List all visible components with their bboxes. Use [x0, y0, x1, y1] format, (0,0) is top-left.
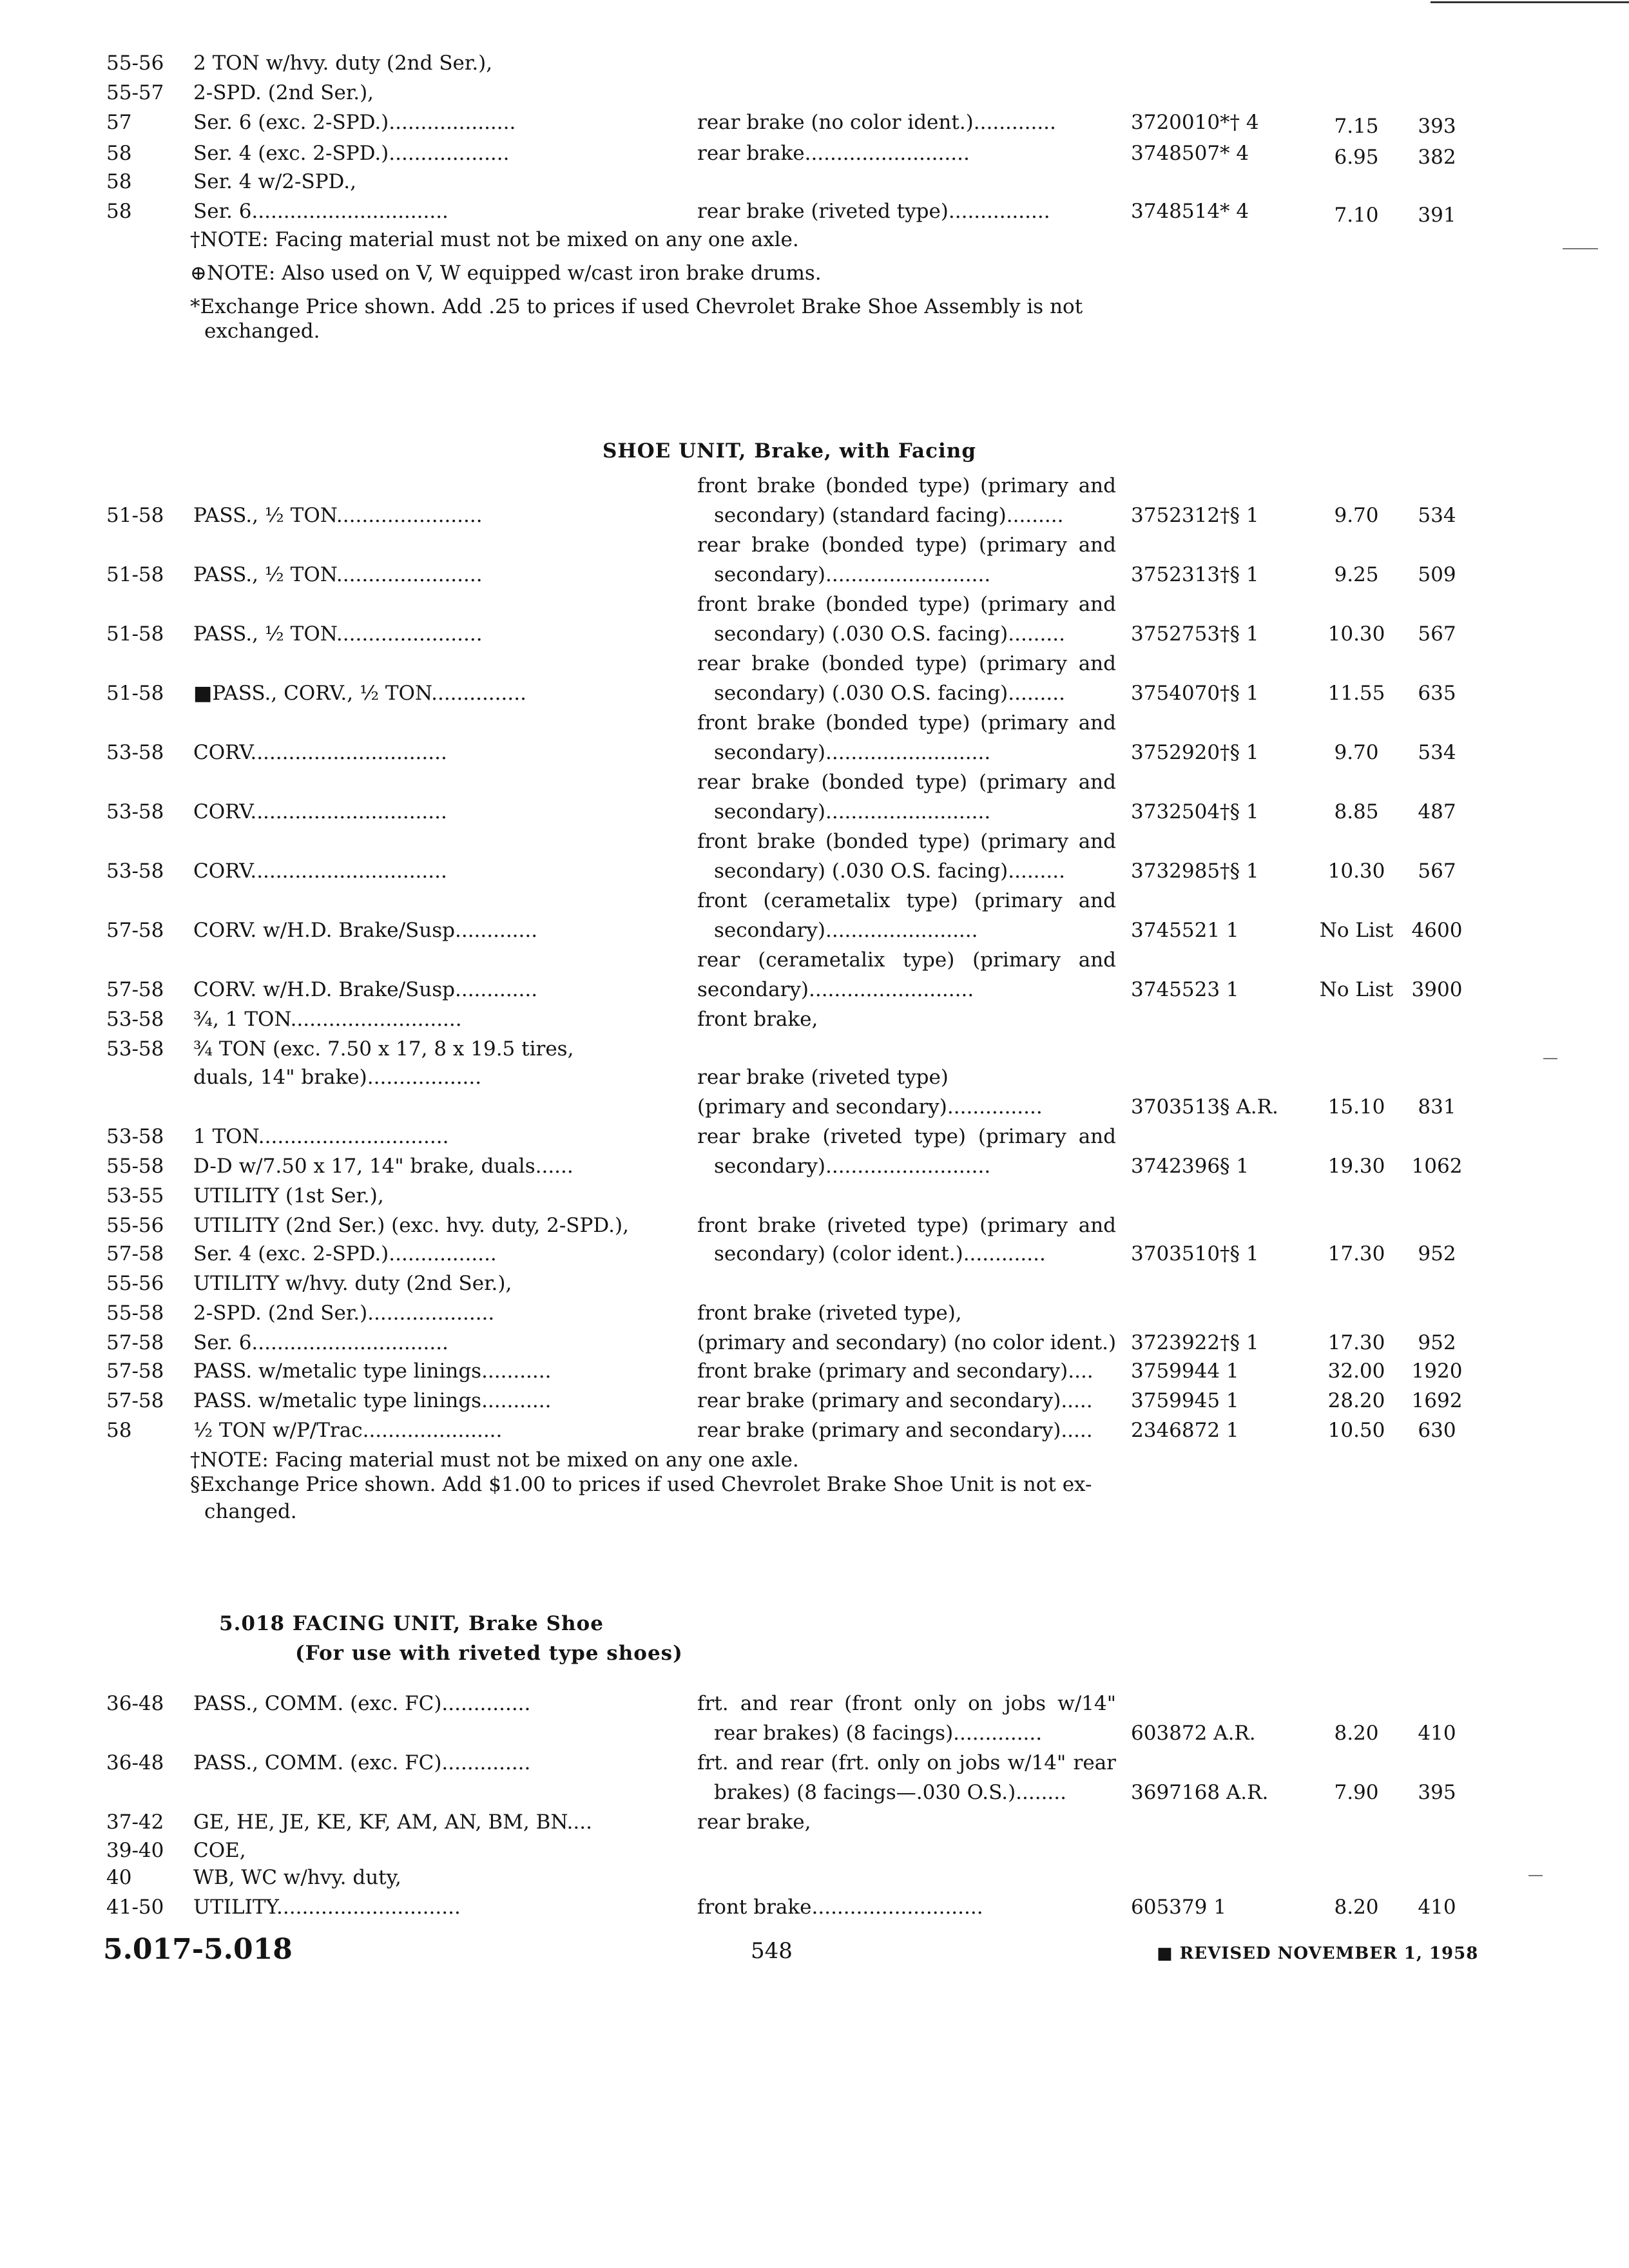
year-range: 55-58 — [106, 1302, 164, 1325]
part-description: front brake, — [697, 1008, 818, 1031]
year-range: 53-58 — [106, 1008, 164, 1031]
catalog-number: 391 — [1418, 204, 1456, 227]
model-description: PASS., ½ TON....................... — [193, 504, 483, 527]
part-number-qty: 3759945 1 — [1131, 1389, 1239, 1412]
year-range: 53-58 — [106, 1125, 164, 1148]
model-description: CORV............................... — [193, 741, 447, 764]
page-number: 548 — [751, 1938, 793, 1964]
catalog-number: 3900 — [1411, 978, 1463, 1001]
list-price: 32.00 — [1327, 1360, 1385, 1383]
footnote: *Exchange Price shown. Add .25 to prices if used Chevrolet Brake Shoe Assembly is not — [190, 295, 1083, 318]
list-price: 8.20 — [1334, 1896, 1379, 1919]
catalog-number: 509 — [1418, 563, 1456, 586]
model-description: 2-SPD. (2nd Ser.).................... — [193, 1302, 495, 1325]
part-number-qty: 2346872 1 — [1131, 1419, 1239, 1442]
part-number-qty: 3732504†§ 1 — [1131, 800, 1259, 823]
part-number-qty: 3752313†§ 1 — [1131, 563, 1259, 586]
model-description: PASS., COMM. (exc. FC).............. — [193, 1692, 531, 1715]
year-range: 51-58 — [106, 563, 164, 586]
model-description: PASS., COMM. (exc. FC).............. — [193, 1751, 531, 1774]
model-description: UTILITY w/hvy. duty (2nd Ser.), — [193, 1272, 512, 1295]
model-description: PASS. w/metalic type linings........... — [193, 1389, 552, 1412]
part-description: rear brake.......................... — [697, 142, 970, 165]
footnote: †NOTE: Facing material must not be mixed on any one axle. — [190, 228, 799, 251]
footnote: changed. — [204, 1500, 297, 1523]
part-description: rear brake (no color ident.)............. — [697, 111, 1056, 134]
year-range: 55-56 — [106, 1272, 164, 1295]
margin-mark — [1563, 248, 1598, 249]
model-description: ¾, 1 TON........................... — [193, 1008, 462, 1031]
year-range: 57-58 — [106, 978, 164, 1001]
model-description: 2-SPD. (2nd Ser.), — [193, 81, 374, 104]
part-number-qty: 3748507* 4 — [1131, 142, 1249, 165]
model-description: COE, — [193, 1839, 246, 1862]
catalog-number: 4600 — [1411, 919, 1463, 942]
part-description: frt. and rear (front only on jobs w/14" — [697, 1692, 1116, 1715]
part-description: secondary).......................... — [697, 978, 974, 1001]
list-price: 17.30 — [1327, 1331, 1385, 1354]
list-price: 7.10 — [1334, 204, 1379, 227]
part-number-qty: 3720010*† 4 — [1131, 111, 1259, 134]
model-description: CORV. w/H.D. Brake/Susp............. — [193, 978, 538, 1001]
catalog-number: 534 — [1418, 741, 1456, 764]
catalog-number: 410 — [1418, 1896, 1456, 1919]
part-number-qty: 605379 1 — [1131, 1896, 1226, 1919]
catalog-number: 1920 — [1411, 1360, 1463, 1383]
year-range: 55-57 — [106, 81, 164, 104]
list-price: 10.30 — [1327, 622, 1385, 646]
part-description: secondary)........................ — [714, 919, 978, 942]
model-description: UTILITY (1st Ser.), — [193, 1184, 384, 1207]
catalog-number: 831 — [1418, 1095, 1456, 1119]
catalog-number: 534 — [1418, 504, 1456, 527]
year-range: 36-48 — [106, 1692, 164, 1715]
part-number-qty: 3703513§ A.R. — [1131, 1095, 1278, 1119]
list-price: 7.90 — [1334, 1781, 1379, 1804]
year-range: 53-55 — [106, 1184, 164, 1207]
model-description: ¾ TON (exc. 7.50 x 17, 8 x 19.5 tires, — [193, 1037, 574, 1061]
catalog-number: 395 — [1418, 1781, 1456, 1804]
model-description: ½ TON w/P/Trac...................... — [193, 1419, 503, 1442]
year-range: 58 — [106, 170, 132, 193]
part-number-qty: 3745521 1 — [1131, 919, 1239, 942]
list-price: 28.20 — [1327, 1389, 1385, 1412]
footnote: §Exchange Price shown. Add $1.00 to prices if used Chevrolet Brake Shoe Unit is not ex- — [190, 1473, 1092, 1496]
catalog-number: 635 — [1418, 682, 1456, 705]
catalog-number: 567 — [1418, 860, 1456, 883]
margin-mark — [1543, 1058, 1557, 1059]
model-description: UTILITY............................. — [193, 1896, 461, 1919]
part-description: secondary) (.030 O.S. facing)......... — [714, 860, 1065, 883]
part-description: rear brake (bonded type) (primary and — [697, 533, 1116, 557]
year-range: 58 — [106, 142, 132, 165]
model-description: CORV............................... — [193, 800, 447, 823]
catalog-number: 630 — [1418, 1419, 1456, 1442]
list-price: 6.95 — [1334, 146, 1379, 169]
footnote: †NOTE: Facing material must not be mixed on any one axle. — [190, 1448, 799, 1472]
part-description: rear brake (riveted type) — [697, 1066, 949, 1089]
list-price: 7.15 — [1334, 115, 1379, 138]
section-heading: SHOE UNIT, Brake, with Facing — [602, 439, 977, 463]
catalog-number: 410 — [1418, 1722, 1456, 1745]
list-price: No List — [1319, 919, 1394, 942]
list-price: 9.25 — [1334, 563, 1379, 586]
catalog-number: 1062 — [1411, 1155, 1463, 1178]
part-description: front brake (bonded type) (primary and — [697, 830, 1116, 853]
part-description: front brake (primary and secondary).... — [697, 1360, 1094, 1383]
part-description: front brake (bonded type) (primary and — [697, 593, 1116, 616]
part-description: rear brake (bonded type) (primary and — [697, 652, 1116, 675]
part-number-qty: 3742396§ 1 — [1131, 1155, 1249, 1178]
part-description: rear brake, — [697, 1811, 811, 1834]
part-description: rear brake (primary and secondary)..... — [697, 1419, 1093, 1442]
model-description: CORV............................... — [193, 860, 447, 883]
part-description: secondary).......................... — [714, 800, 991, 823]
part-number-qty: 3748514* 4 — [1131, 200, 1249, 223]
part-description: front brake........................... — [697, 1896, 983, 1919]
year-range: 55-56 — [106, 1214, 164, 1237]
model-description: PASS., ½ TON....................... — [193, 622, 483, 646]
catalog-number: 567 — [1418, 622, 1456, 646]
model-description: Ser. 6............................... — [193, 200, 448, 223]
model-description: 1 TON.............................. — [193, 1125, 449, 1148]
part-description: secondary) (.030 O.S. facing)......... — [714, 622, 1065, 646]
part-description: front (cerametalix type) (primary and — [697, 889, 1116, 912]
part-description: front brake (bonded type) (primary and — [697, 711, 1116, 735]
year-range: 53-58 — [106, 741, 164, 764]
part-description: secondary).......................... — [714, 563, 991, 586]
part-description: secondary).......................... — [714, 1155, 991, 1178]
margin-mark — [1528, 1875, 1543, 1876]
year-range: 57-58 — [106, 919, 164, 942]
catalog-number: 382 — [1418, 146, 1456, 169]
part-number-qty: 3697168 A.R. — [1131, 1781, 1269, 1804]
list-price: 10.50 — [1327, 1419, 1385, 1442]
part-number-qty: 3752920†§ 1 — [1131, 741, 1259, 764]
part-description: rear brake (bonded type) (primary and — [697, 771, 1116, 794]
year-range: 57-58 — [106, 1389, 164, 1412]
list-price: 15.10 — [1327, 1095, 1385, 1119]
year-range: 53-58 — [106, 800, 164, 823]
year-range: 36-48 — [106, 1751, 164, 1774]
model-description: Ser. 4 w/2-SPD., — [193, 170, 357, 193]
year-range: 41-50 — [106, 1896, 164, 1919]
year-range: 51-58 — [106, 622, 164, 646]
part-number-qty: 3723922†§ 1 — [1131, 1331, 1259, 1354]
list-price: No List — [1319, 978, 1394, 1001]
catalog-number: 952 — [1418, 1242, 1456, 1265]
part-description: secondary) (standard facing)......... — [714, 504, 1064, 527]
model-description: UTILITY (2nd Ser.) (exc. hvy. duty, 2-SPD.), — [193, 1214, 629, 1237]
model-description: PASS. w/metalic type linings........... — [193, 1360, 552, 1383]
catalog-number: 487 — [1418, 800, 1456, 823]
part-description: rear brake (primary and secondary)..... — [697, 1389, 1093, 1412]
model-description: ■PASS., CORV., ½ TON............... — [193, 682, 526, 705]
part-description: rear brake (riveted type)................ — [697, 200, 1050, 223]
catalog-number: 393 — [1418, 115, 1456, 138]
list-price: 8.85 — [1334, 800, 1379, 823]
part-number-qty: 3754070†§ 1 — [1131, 682, 1259, 705]
model-description: Ser. 6 (exc. 2-SPD.).................... — [193, 111, 516, 134]
part-description: rear brake (riveted type) (primary and — [697, 1125, 1116, 1148]
model-description: Ser. 4 (exc. 2-SPD.)................... — [193, 142, 510, 165]
catalog-number: 952 — [1418, 1331, 1456, 1354]
model-description: GE, HE, JE, KE, KF, AM, AN, BM, BN.... — [193, 1811, 592, 1834]
year-range: 58 — [106, 1419, 132, 1442]
footnote: ⊕NOTE: Also used on V, W equipped w/cast iron brake drums. — [190, 262, 822, 285]
part-description: front brake (riveted type), — [697, 1302, 962, 1325]
part-description: (primary and secondary) (no color ident.) — [697, 1331, 1117, 1354]
list-price: 9.70 — [1334, 741, 1379, 764]
footnote: exchanged. — [204, 320, 320, 343]
model-description: PASS., ½ TON....................... — [193, 563, 483, 586]
revision-note: ■ REVISED NOVEMBER 1, 1958 — [1157, 1944, 1479, 1963]
part-description: front brake (bonded type) (primary and — [697, 474, 1116, 497]
part-description: front brake (riveted type) (primary and — [697, 1214, 1116, 1237]
model-description: WB, WC w/hvy. duty, — [193, 1866, 401, 1889]
section-heading: 5.018 FACING UNIT, Brake Shoe — [219, 1612, 604, 1635]
part-number-qty: 3759944 1 — [1131, 1360, 1239, 1383]
model-description: Ser. 6............................... — [193, 1331, 448, 1354]
part-description: (primary and secondary)............... — [697, 1095, 1043, 1119]
year-range: 40 — [106, 1866, 132, 1889]
section-heading: (For use with riveted type shoes) — [295, 1642, 683, 1665]
part-number-qty: 3752753†§ 1 — [1131, 622, 1259, 646]
part-number-qty: 3752312†§ 1 — [1131, 504, 1259, 527]
model-description: 2 TON w/hvy. duty (2nd Ser.), — [193, 52, 493, 75]
top-edge-rule — [1431, 1, 1629, 3]
year-range: 53-58 — [106, 860, 164, 883]
list-price: 9.70 — [1334, 504, 1379, 527]
model-description: CORV. w/H.D. Brake/Susp............. — [193, 919, 538, 942]
year-range: 37-42 — [106, 1811, 164, 1834]
year-range: 58 — [106, 200, 132, 223]
year-range: 51-58 — [106, 504, 164, 527]
section-number: 5.017-5.018 — [103, 1933, 293, 1966]
model-description: duals, 14" brake).................. — [193, 1066, 482, 1089]
part-description: secondary) (color ident.)............. — [714, 1242, 1046, 1265]
part-number-qty: 3732985†§ 1 — [1131, 860, 1259, 883]
year-range: 57-58 — [106, 1331, 164, 1354]
part-number-qty: 3703510†§ 1 — [1131, 1242, 1259, 1265]
model-description: Ser. 4 (exc. 2-SPD.)................. — [193, 1242, 497, 1265]
model-description: D-D w/7.50 x 17, 14" brake, duals...... — [193, 1155, 574, 1178]
year-range: 57-58 — [106, 1360, 164, 1383]
list-price: 10.30 — [1327, 860, 1385, 883]
part-description: rear (cerametalix type) (primary and — [697, 948, 1116, 972]
year-range: 57-58 — [106, 1242, 164, 1265]
part-description: brakes) (8 facings—.030 O.S.)........ — [714, 1781, 1066, 1804]
year-range: 53-58 — [106, 1037, 164, 1061]
catalog-number: 1692 — [1411, 1389, 1463, 1412]
part-description: secondary) (.030 O.S. facing)......... — [714, 682, 1065, 705]
part-description: secondary).......................... — [714, 741, 991, 764]
part-description: frt. and rear (frt. only on jobs w/14" rear — [697, 1751, 1116, 1774]
list-price: 8.20 — [1334, 1722, 1379, 1745]
list-price: 17.30 — [1327, 1242, 1385, 1265]
part-number-qty: 3745523 1 — [1131, 978, 1239, 1001]
part-number-qty: 603872 A.R. — [1131, 1722, 1256, 1745]
year-range: 55-58 — [106, 1155, 164, 1178]
list-price: 11.55 — [1327, 682, 1385, 705]
year-range: 39-40 — [106, 1839, 164, 1862]
year-range: 57 — [106, 111, 132, 134]
year-range: 55-56 — [106, 52, 164, 75]
list-price: 19.30 — [1327, 1155, 1385, 1178]
year-range: 51-58 — [106, 682, 164, 705]
part-description: rear brakes) (8 facings).............. — [714, 1722, 1043, 1745]
